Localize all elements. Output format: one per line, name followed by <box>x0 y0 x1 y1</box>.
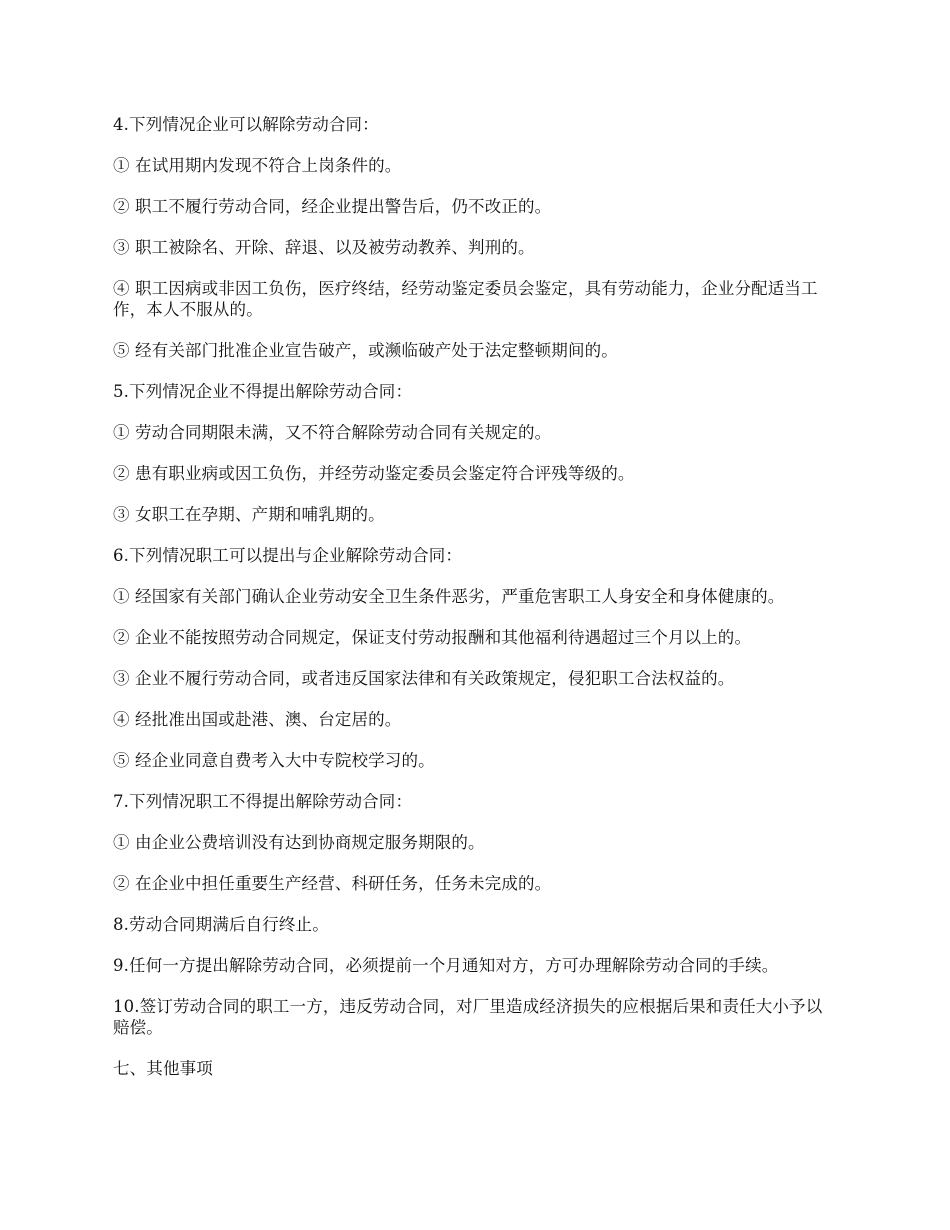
clause-item: ③ 职工被除名、开除、辞退、以及被劳动教养、判刑的。 <box>113 238 535 257</box>
clause-item: ② 职工不履行劳动合同，经企业提出警告后，仍不改正的。 <box>113 197 552 216</box>
clause-heading-4: 4.下列情况企业可以解除劳动合同： <box>113 115 379 134</box>
clause-item: ② 企业不能按照劳动合同规定，保证支付劳动报酬和其他福利待遇超过三个月以上的。 <box>113 628 752 647</box>
clause-item: ④ 职工因病或非因工负伤，医疗终结，经劳动鉴定委员会鉴定，具有劳动能力，企业分配适当工作，本人不服从的。 <box>113 279 818 319</box>
document-body <box>113 114 833 1099</box>
clause-item: ② 患有职业病或因工负伤，并经劳动鉴定委员会鉴定符合评残等级的。 <box>113 464 635 483</box>
clause-item: ① 在试用期内发现不符合上岗条件的。 <box>113 156 402 175</box>
clause-heading-8: 8.劳动合同期满后自行终止。 <box>113 915 329 934</box>
clause-heading-10: 10.签订劳动合同的职工一方，违反劳动合同，对厂里造成经济损失的应根据后果和责任大小予以赔偿。 <box>113 997 823 1037</box>
clause-item: ② 在企业中担任重要生产经营、科研任务，任务未完成的。 <box>113 874 552 893</box>
clause-item: ③ 女职工在孕期、产期和哺乳期的。 <box>113 505 385 524</box>
clause-item: ⑤ 经企业同意自费考入大中专院校学习的。 <box>113 751 435 770</box>
clause-item: ① 由企业公费培训没有达到协商规定服务期限的。 <box>113 833 485 852</box>
clause-item: ④ 经批准出国或赴港、澳、台定居的。 <box>113 710 402 729</box>
clause-item: ⑤ 经有关部门批准企业宣告破产，或濒临破产处于法定整顿期间的。 <box>113 341 618 360</box>
clause-heading-7: 7.下列情况职工不得提出解除劳动合同： <box>113 792 413 811</box>
clause-item: ① 经国家有关部门确认企业劳动安全卫生条件恶劣，严重危害职工人身安全和身体健康的。 <box>113 587 785 606</box>
clause-heading-9: 9.任何一方提出解除劳动合同，必须提前一个月通知对方，方可办理解除劳动合同的手续。 <box>113 956 779 975</box>
clause-heading-6: 6.下列情况职工可以提出与企业解除劳动合同： <box>113 546 463 565</box>
section-heading-other-matters: 七、其他事项 <box>113 1059 213 1078</box>
clause-heading-5: 5.下列情况企业不得提出解除劳动合同： <box>113 382 413 401</box>
clause-item: ③ 企业不履行劳动合同，或者违反国家法律和有关政策规定，侵犯职工合法权益的。 <box>113 669 735 688</box>
clause-item: ① 劳动合同期限未满，又不符合解除劳动合同有关规定的。 <box>113 423 552 442</box>
